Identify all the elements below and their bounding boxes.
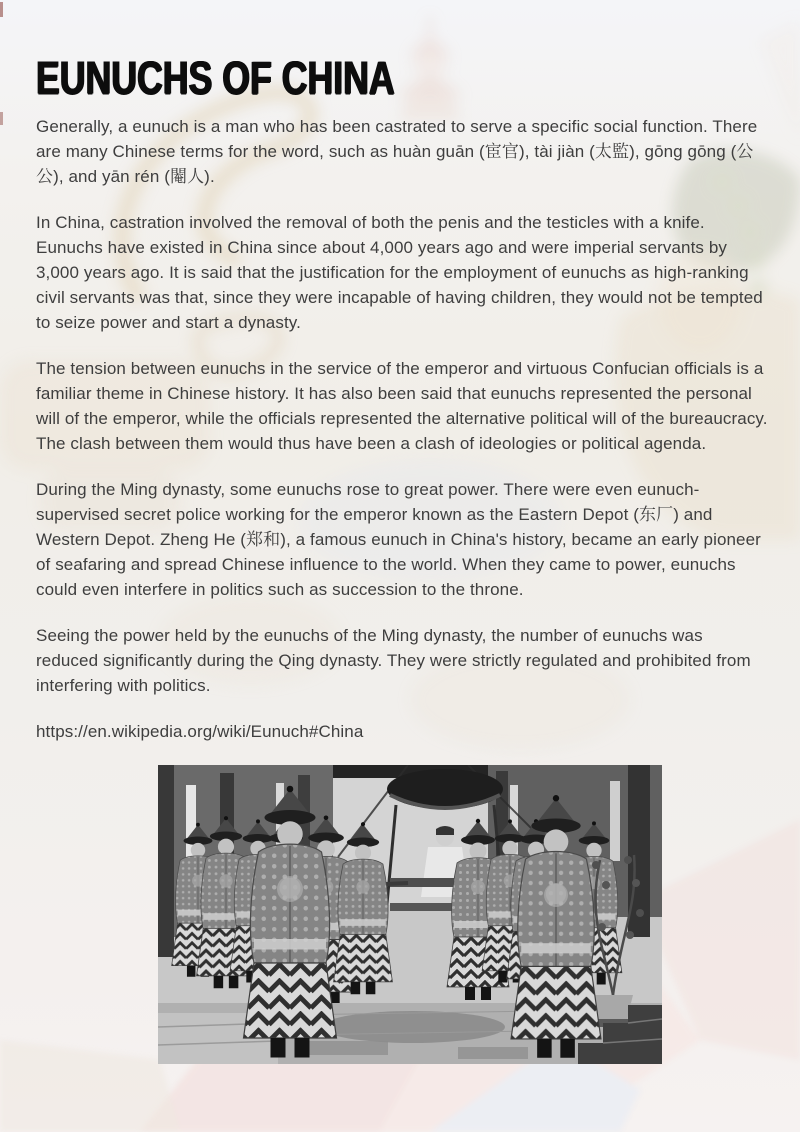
source-url-text: https://en.wikipedia.org/wiki/Eunuch#China — [36, 722, 364, 741]
article-body — [36, 0, 768, 1064]
historical-photo-eunuchs-procession — [158, 765, 662, 1064]
paragraph-intro-terms: Generally, a eunuch is a man who has been castrated to serve a specific social function. There are many Chinese terms for the word, such as huàn guān (宦官), tài jiàn (太監), gōng gōng (公公), and yān rén (閹人). — [36, 117, 758, 186]
paragraph-ming-dynasty: During the Ming dynasty, some eunuchs rose to great power. There were even eunuch-supervised secret police working for the emperor known as the Eastern Depot (东厂) and Western Depot. Zheng He (郑和), a famous eunuch in China's history, became an early pioneer of seafaring and spread Chinese influence to the world. When they came to power, eunuchs could even interfere in politics such as succession to the throne. — [36, 480, 761, 599]
paragraph-qing-dynasty: Seeing the power held by the eunuchs of the Ming dynasty, the number of eunuchs was reduced significantly during the Qing dynasty. They were strictly regulated and prohibited from interfering with politics. — [36, 626, 751, 695]
paragraph-confucian-tension: The tension between eunuchs in the service of the emperor and virtuous Confucian officials is a familiar theme in Chinese history. It has also been said that eunuchs represented the personal will of the emperor, while the officials represented the alternative political will of the bureaucracy. The clash between them would thus have been a clash of ideologies or political agenda. — [36, 359, 768, 453]
page-title: EUNUCHS OF CHINA — [36, 52, 395, 104]
paragraph-castration-history: In China, castration involved the removal of both the penis and the testicles with a knife. Eunuchs have existed in China since about 4,000 years ago and were imperial servants by 3,000 years ago. It is said that the justification for the employment of eunuchs as high-ranking civil servants was that, since they were incapable of having children, they would not be tempted to seize power and start a dynasty. — [36, 213, 763, 332]
